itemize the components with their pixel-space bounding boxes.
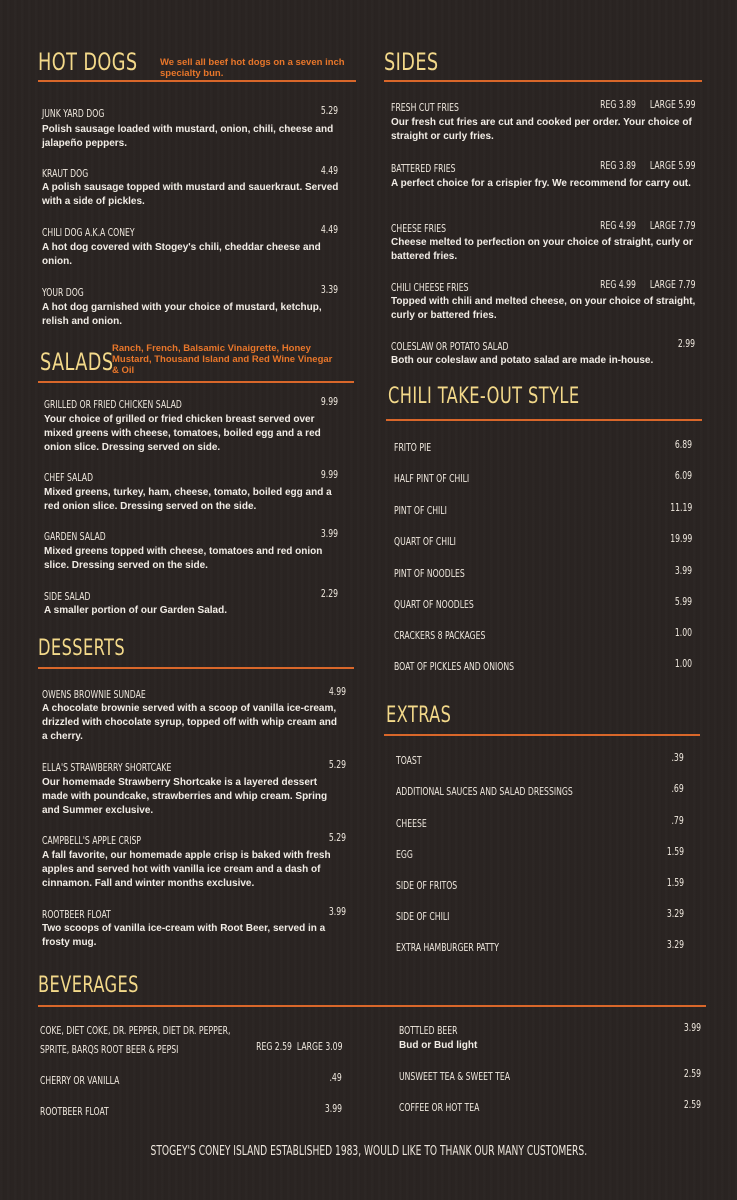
menu-item[interactable]: TOAST .39	[396, 751, 684, 767]
menu-item[interactable]: HALF PINT OF CHILI 6.09	[394, 469, 692, 485]
item-description: Cheese melted to perfection on your choice of straight, curly or battered fries.	[391, 237, 693, 262]
salads-heading: SALADS	[40, 348, 114, 376]
chili-heading: CHILI TAKE-OUT STYLE	[388, 384, 580, 409]
menu-item[interactable]: OWENS BROWNIE SUNDAE 4.99	[42, 685, 346, 701]
menu-item[interactable]: COKE, DIET COKE, DR. PEPPER, DIET DR. PEPPER,	[40, 1024, 231, 1037]
menu-item[interactable]: PINT OF NOODLES 3.99	[394, 564, 692, 580]
item-description: Our fresh cut fries are cut and cooked per order. Your choice of straight or curly fries.	[391, 117, 692, 142]
menu-item[interactable]: CHEESE FRIES REG 4.99 LARGE 7.79	[391, 219, 695, 235]
menu-item[interactable]: COLESLAW OR POTATO SALAD 2.99	[391, 337, 695, 353]
item-description: A hot dog covered with Stogey's chili, cheddar cheese and onion.	[42, 242, 321, 267]
menu-item[interactable]: CAMPBELL'S APPLE CRISP 5.29	[42, 831, 346, 847]
menu-item[interactable]: CHEF SALAD 9.99	[44, 468, 338, 484]
item-description: A hot dog garnished with your choice of mustard, ketchup, relish and onion.	[42, 302, 322, 327]
menu-item[interactable]: CHEESE .79	[396, 814, 684, 830]
sides-divider	[384, 80, 702, 82]
menu-item[interactable]: QUART OF CHILI 19.99	[394, 532, 692, 548]
menu-item[interactable]: ROOTBEER FLOAT 3.99	[40, 1102, 342, 1118]
menu-item[interactable]: EXTRA HAMBURGER PATTY 3.29	[396, 938, 684, 954]
menu-item[interactable]: SIDE OF FRITOS 1.59	[396, 876, 684, 892]
salads-dressings-note: Ranch, French, Balsamic Vinaigrette, Honey Mustard, Thousand Island and Red Wine Vinegar & Oil	[112, 343, 333, 376]
menu-item[interactable]: BOTTLED BEER 3.99	[399, 1021, 701, 1037]
item-description: A chocolate brownie served with a scoop of vanilla ice-cream, drizzled with chocolate syrup, topped off with whip cream and a cherry.	[42, 703, 338, 742]
menu-item[interactable]: ROOTBEER FLOAT 3.99	[42, 905, 346, 921]
menu-item[interactable]: UNSWEET TEA & SWEET TEA 2.59	[399, 1067, 701, 1083]
desserts-heading: DESSERTS	[38, 636, 126, 661]
menu-item[interactable]: SPRITE, BARQS ROOT BEER & PEPSI REG 2.59 LARGE 3.09	[40, 1040, 342, 1056]
item-description: Mixed greens topped with cheese, tomatoes and red onion slice. Dressing served on the side.	[44, 546, 323, 571]
menu-item[interactable]: GARDEN SALAD 3.99	[44, 527, 338, 543]
menu-item[interactable]: PINT OF CHILI 11.19	[394, 501, 692, 517]
menu-item[interactable]: ADDITIONAL SAUCES AND SALAD DRESSINGS .69	[396, 782, 684, 798]
menu-item[interactable]: CRACKERS 8 PACKAGES 1.00	[394, 626, 692, 642]
menu-item[interactable]: KRAUT DOG 4.49	[42, 164, 338, 180]
extras-heading: EXTRAS	[386, 703, 452, 728]
menu-item[interactable]: JUNK YARD DOG 5.29	[42, 104, 338, 120]
item-description: A fall favorite, our homemade apple crisp is baked with fresh apples and served hot with vanilla ice cream and a dash of cinnamon. Fall and winter months exclusive.	[42, 850, 331, 889]
item-description: A smaller portion of our Garden Salad.	[44, 605, 227, 616]
item-description: A perfect choice for a crispier fry. We recommend for carry out.	[391, 178, 691, 189]
menu-item[interactable]: FRESH CUT FRIES REG 3.89 LARGE 5.99	[391, 98, 695, 114]
desserts-divider	[38, 667, 354, 669]
item-description: Two scoops of vanilla ice-cream with Root Beer, served in a frosty mug.	[42, 923, 326, 948]
menu-item[interactable]: CHILI CHEESE FRIES REG 4.99 LARGE 7.79	[391, 278, 695, 294]
hot-dogs-note: We sell all beef hot dogs on a seven inch specialty bun.	[160, 57, 345, 79]
footer-thank-you: STOGEY'S CONEY ISLAND ESTABLISHED 1983, WOULD LIKE TO THANK OUR MANY CUSTOMERS.	[150, 1144, 587, 1159]
item-description: Bud or Bud light	[399, 1040, 478, 1051]
item-description: Polish sausage loaded with mustard, onion, chili, cheese and jalapeño peppers.	[42, 124, 334, 149]
item-description: Our homemade Strawberry Shortcake is a layered dessert made with poundcake, strawberries and whip cream. Spring and Summer exclusive.	[42, 777, 328, 816]
item-description: Topped with chili and melted cheese, on your choice of straight, curly or battered fries.	[391, 296, 696, 321]
menu-item[interactable]: EGG 1.59	[396, 845, 684, 861]
menu-item[interactable]: SIDE SALAD 2.29	[44, 587, 338, 603]
hot-dogs-heading: HOT DOGS	[38, 48, 138, 76]
menu-item[interactable]: GRILLED OR FRIED CHICKEN SALAD 9.99	[44, 395, 338, 411]
menu-item[interactable]: SIDE OF CHILI 3.29	[396, 907, 684, 923]
beverages-heading: BEVERAGES	[38, 973, 139, 998]
sides-heading: SIDES	[384, 48, 439, 76]
item-description: Both our coleslaw and potato salad are made in-house.	[391, 355, 654, 366]
menu-item[interactable]: BOAT OF PICKLES AND ONIONS 1.00	[394, 657, 692, 673]
menu-item[interactable]: FRITO PIE 6.89	[394, 438, 692, 454]
menu-item[interactable]: YOUR DOG 3.39	[42, 283, 338, 299]
hot-dogs-divider	[38, 80, 356, 82]
item-description: Mixed greens, turkey, ham, cheese, tomato, boiled egg and a red onion slice. Dressing served on the side.	[44, 487, 332, 512]
menu-item[interactable]: CHERRY OR VANILLA .49	[40, 1071, 342, 1087]
menu-item[interactable]: CHILI DOG A.K.A CONEY 4.49	[42, 223, 338, 239]
extras-divider	[384, 734, 700, 736]
item-description: A polish sausage topped with mustard and sauerkraut. Served with a side of pickles.	[42, 182, 339, 207]
menu-item[interactable]: COFFEE OR HOT TEA 2.59	[399, 1098, 701, 1114]
beverages-divider	[38, 1005, 706, 1007]
menu-item[interactable]: BATTERED FRIES REG 3.89 LARGE 5.99	[391, 159, 695, 175]
item-description: Your choice of grilled or fried chicken breast served over mixed greens with cheese, tomatoes, boiled egg and a red onion slice. Dressing served on side.	[44, 414, 321, 453]
salads-divider	[38, 381, 354, 383]
menu-item[interactable]: QUART OF NOODLES 5.99	[394, 595, 692, 611]
chili-divider	[386, 419, 702, 421]
menu-item[interactable]: ELLA'S STRAWBERRY SHORTCAKE 5.29	[42, 758, 346, 774]
